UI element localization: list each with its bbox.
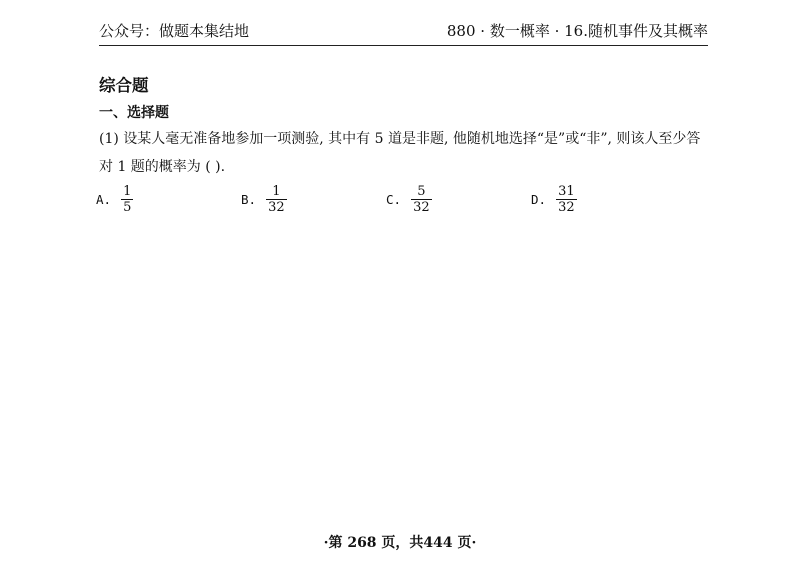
- choice-fraction: [556, 184, 577, 215]
- fraction-denominator: 32: [268, 199, 285, 215]
- choice-a: [96, 182, 133, 216]
- header-right: 880 · 数一概率 · 16.随机事件及其概率: [446, 22, 708, 40]
- choice-letter: C.: [386, 191, 402, 207]
- page-header: [99, 22, 708, 46]
- fraction-denominator: 32: [413, 199, 430, 215]
- page-footer: ·第 268 页，共444 页·: [323, 535, 477, 551]
- choice-b: [241, 182, 287, 216]
- choice-fraction: [121, 184, 133, 215]
- fraction-denominator: 5: [123, 199, 132, 215]
- fraction-numerator: 1: [272, 183, 281, 199]
- fraction-numerator: 5: [417, 183, 426, 199]
- choice-d: [531, 182, 577, 216]
- choice-c: [386, 182, 432, 216]
- subsection-title: 一、选择题: [99, 105, 169, 121]
- choice-fraction: [411, 184, 432, 215]
- choice-letter: D.: [531, 191, 547, 207]
- choice-letter: A.: [96, 191, 112, 207]
- choices-row: [96, 182, 716, 216]
- choice-fraction: [266, 184, 287, 215]
- choice-letter: B.: [241, 191, 257, 207]
- fraction-denominator: 32: [558, 199, 575, 215]
- section-title: 综合题: [99, 76, 149, 95]
- header-left: 公众号：做题本集结地: [99, 22, 250, 40]
- fraction-numerator: 31: [558, 183, 575, 199]
- fraction-numerator: 1: [123, 183, 132, 199]
- question-text: (1) 设某人毫无准备地参加一项测验, 其中有 5 道是非题, 他随机地选择“是”或“非”, 则该人至少答对 1 题的概率为 ( ).: [99, 131, 701, 175]
